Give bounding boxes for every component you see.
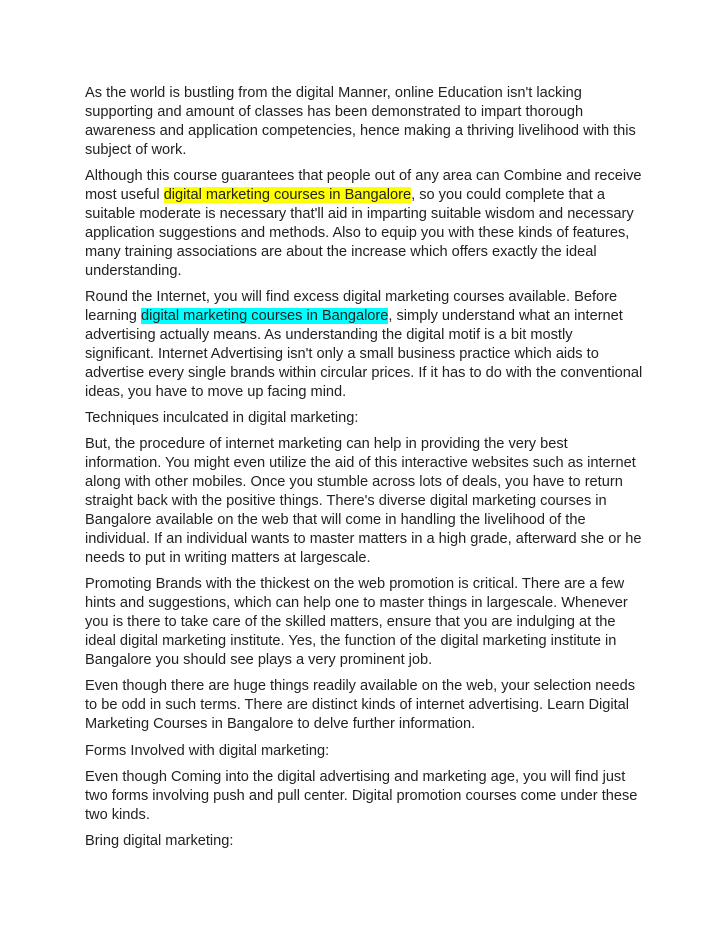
paragraph-procedure: But, the procedure of internet marketing can help in providing the very best information. You might even utilize the aid of this interactive websites such as internet along with other mobiles. Once you stumble across lots of deals, you have to return straight back with the positive things. There's diverse digital marketing courses in Bangalore available on the web that will come in handling the livelihood of the individual. If an individual wants to master matters in a high grade, afterward she or he needs to put in writing matters at largescale. bbox=[85, 436, 642, 566]
heading-bring-digital: Bring digital marketing: bbox=[85, 833, 234, 850]
paragraph-promoting-brands: Promoting Brands with the thickest on the web promotion is critical. There are a few hints and suggestions, which can help one to master things in largescale. Whenever you is there to take care of the skilled matters, ensure that you are indulging at the ideal digital marketing institute. Yes, the function of the digital marketing institute in Bangalore you should see plays a very prominent job. bbox=[85, 576, 628, 668]
paragraph-text: Round the Internet, you will find excess digital marketing courses available. Before learning bbox=[85, 289, 618, 324]
paragraph-text: , simply understand what an internet advertising actually means. As understanding the digital motif is a bit mostly significant. Internet Advertising isn't only a small business practice which aids to advertise every single brands within circular prices. If it has to do with the conventional ideas, you have to move up facing mind. bbox=[85, 307, 643, 400]
paragraph-huge-things: Even though there are huge things readily available on the web, your selection needs to be odd in such terms. There are distinct kinds of internet advertising. Learn Digital Marketing Courses in Bangalore to delve further information. bbox=[85, 678, 636, 733]
heading-techniques: Techniques inculcated in digital marketing: bbox=[85, 410, 359, 426]
highlighted-link-yellow[interactable]: digital marketing courses in Bangalore bbox=[163, 187, 412, 204]
paragraph-course-guarantee bbox=[85, 167, 645, 280]
heading-forms: Forms Involved with digital marketing: bbox=[85, 742, 330, 759]
paragraph-push-pull: Even though Coming into the digital advertising and marketing age, you will find just two forms involving push and pull center. Digital promotion courses come under these two kinds. bbox=[85, 768, 638, 823]
paragraph-internet-courses bbox=[85, 288, 645, 401]
paragraph-intro: As the world is bustling from the digital Manner, online Education isn't lacking supporting and amount of classes has been demonstrated to impart thorough awareness and application competencies, hence making a thriving livelihood with this subject of work. bbox=[85, 85, 636, 158]
highlighted-link-cyan[interactable]: digital marketing courses in Bangalore bbox=[140, 307, 389, 324]
paragraph-text: Although this course guarantees that people out of any area can Combine and receive most useful bbox=[85, 168, 642, 204]
paragraph-text: , so you could complete that a suitable moderate is necessary that'll aid in imparting suitable wisdom and necessary application suggestions and methods. Also to equip you with these kinds of features, many training associations are about the increase which offers exactly the ideal understanding. bbox=[85, 187, 634, 279]
document-body bbox=[85, 84, 645, 859]
